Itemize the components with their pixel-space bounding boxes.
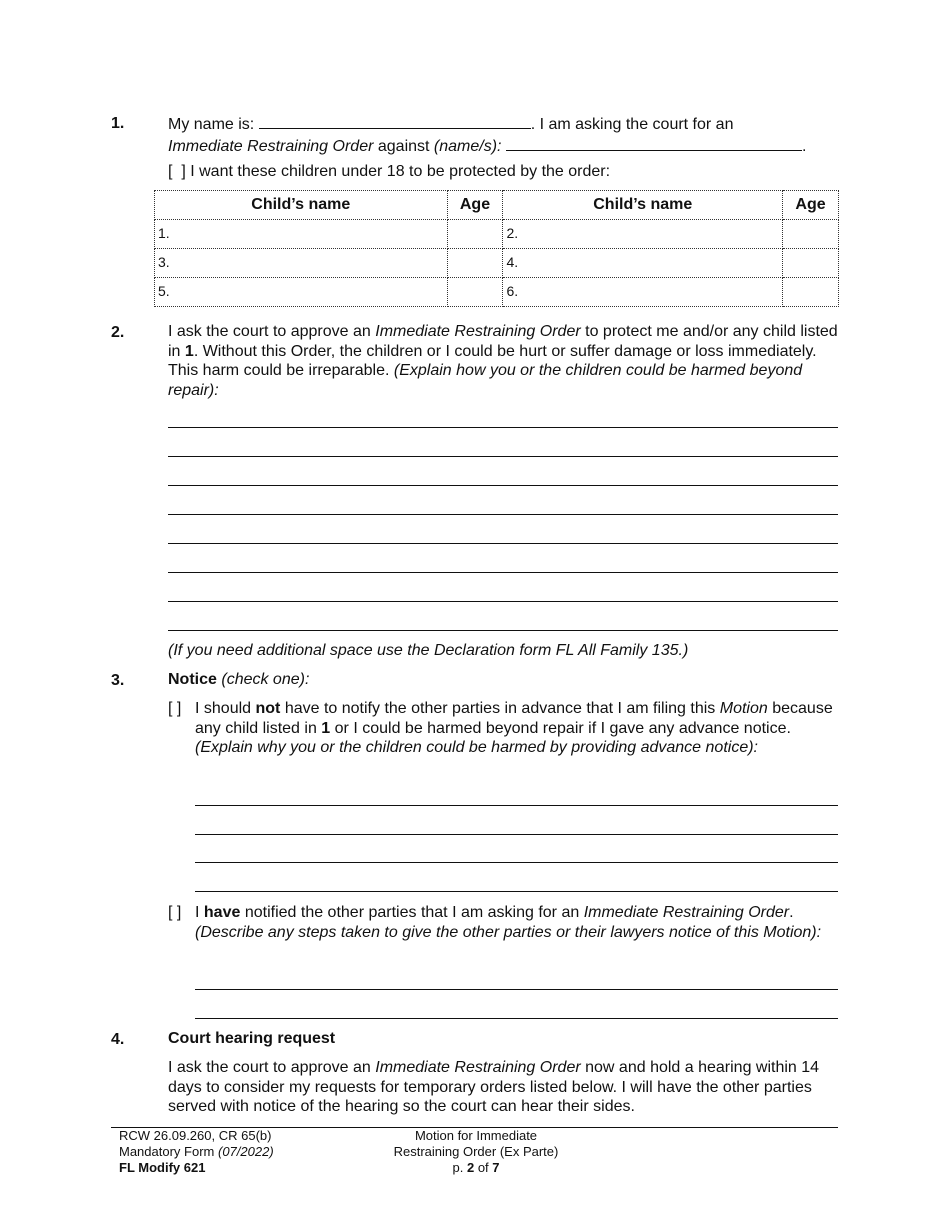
s4-order-name: Immediate Restraining Order bbox=[375, 1059, 581, 1076]
table-row bbox=[155, 220, 839, 249]
s2-text-2: to protect me and/or any child listed in bbox=[168, 323, 838, 360]
opt1-bold: not bbox=[255, 700, 281, 717]
footer-date: (07/2022) bbox=[218, 1144, 274, 1159]
names-hint: (name/s): bbox=[433, 137, 502, 155]
children-checkbox[interactable]: [ ] bbox=[168, 163, 186, 180]
s2-answer-line[interactable] bbox=[168, 601, 838, 602]
age-cell[interactable] bbox=[447, 278, 503, 307]
notice-option-1-text bbox=[195, 699, 845, 758]
section-1-number: 1. bbox=[111, 115, 125, 132]
footer-title-2: Restraining Order (Ex Parte) bbox=[393, 1144, 559, 1159]
notice-option-1-checkbox[interactable]: [ ] bbox=[168, 700, 182, 717]
children-text: I want these children under 18 to be protected by the order: bbox=[190, 163, 611, 180]
section-2-text bbox=[168, 322, 848, 400]
child-name-cell[interactable]: 5. bbox=[155, 278, 448, 307]
s2-answer-line[interactable] bbox=[168, 427, 838, 428]
age-cell[interactable] bbox=[783, 278, 839, 307]
page-total: 7 bbox=[492, 1160, 500, 1175]
additional-space-text: (If you need additional space use the Declaration form FL All Family 135.) bbox=[168, 642, 689, 659]
opt2-bold: have bbox=[203, 904, 241, 921]
notice-option-2-text bbox=[195, 903, 845, 942]
opt1-text-1: I should bbox=[195, 700, 252, 717]
page-number: 2 bbox=[466, 1160, 475, 1175]
end-period: . bbox=[801, 137, 807, 155]
against-text: against bbox=[377, 137, 430, 155]
s4-text-1: I ask the court to approve an bbox=[168, 1059, 371, 1076]
section-3-number: 3. bbox=[111, 672, 125, 689]
opt1-text-2: have to notify the other parties in advance that I am filing this bbox=[284, 700, 716, 717]
section-2-number: 2. bbox=[111, 324, 125, 341]
child-name-cell[interactable]: 4. bbox=[503, 249, 783, 278]
s2-ref: 1 bbox=[184, 342, 194, 360]
opt1-motion: Motion bbox=[719, 700, 768, 717]
hearing-title: Court hearing request bbox=[168, 1030, 336, 1047]
s2-text-3: . Without this Order, the children or I could be hurt or suffer damage or loss immediately. This harm could be irreparable. bbox=[168, 342, 817, 380]
s2-answer-line[interactable] bbox=[168, 572, 838, 573]
header-child-name-1: Child’s name bbox=[155, 191, 448, 220]
child-name-cell[interactable]: 1. bbox=[155, 220, 448, 249]
children-checkbox-row bbox=[168, 162, 610, 182]
header-age-2: Age bbox=[783, 191, 839, 220]
opt2-answer-line[interactable] bbox=[195, 1018, 838, 1019]
age-cell[interactable] bbox=[447, 220, 503, 249]
age-cell[interactable] bbox=[447, 249, 503, 278]
footer-rcw: RCW 26.09.260, CR 65(b) bbox=[119, 1128, 272, 1143]
s2-answer-line[interactable] bbox=[168, 456, 838, 457]
opt1-answer-line[interactable] bbox=[195, 834, 838, 835]
order-name: Immediate Restraining Order bbox=[168, 137, 374, 155]
footer-left bbox=[119, 1128, 274, 1176]
notice-option-2-checkbox[interactable]: [ ] bbox=[168, 904, 182, 921]
name-field[interactable] bbox=[259, 113, 531, 129]
opt1-answer-line[interactable] bbox=[195, 805, 838, 806]
hearing-text bbox=[168, 1058, 836, 1117]
age-cell[interactable] bbox=[783, 220, 839, 249]
opt2-instruction: (Describe any steps taken to give the other parties or their lawyers notice of this Motion): bbox=[195, 923, 822, 941]
s4-text-2: now and hold a hearing within 14 days to consider my requests for temporary orders listed below. I will have the other parties served with notice of the hearing so the court can hear their sides. bbox=[168, 1059, 820, 1116]
child-name-cell[interactable]: 6. bbox=[503, 278, 783, 307]
age-cell[interactable] bbox=[783, 249, 839, 278]
restrained-names-field[interactable] bbox=[506, 135, 802, 151]
opt1-text-3: because any child listed in bbox=[195, 700, 833, 737]
page-of: of bbox=[477, 1160, 489, 1175]
s2-answer-line[interactable] bbox=[168, 543, 838, 544]
child-name-cell[interactable]: 2. bbox=[503, 220, 783, 249]
opt2-order-name: Immediate Restraining Order bbox=[583, 904, 790, 921]
header-age-1: Age bbox=[447, 191, 503, 220]
opt1-answer-line[interactable] bbox=[195, 891, 838, 892]
s2-answer-line[interactable] bbox=[168, 630, 838, 631]
child-name-cell[interactable]: 3. bbox=[155, 249, 448, 278]
footer-form-id: FL Modify 621 bbox=[119, 1160, 206, 1175]
notice-heading bbox=[168, 670, 309, 690]
name-label: My name is: bbox=[168, 116, 255, 133]
section-1-text bbox=[168, 113, 843, 156]
table-row bbox=[155, 278, 839, 307]
footer-center bbox=[376, 1128, 576, 1176]
s2-answer-line[interactable] bbox=[168, 485, 838, 486]
hearing-heading bbox=[168, 1029, 335, 1049]
page-prefix: p. bbox=[452, 1160, 464, 1175]
footer-mandatory bbox=[119, 1144, 274, 1160]
opt1-instruction: (Explain why you or the children could be harmed by providing advance notice): bbox=[195, 739, 758, 757]
additional-space-note bbox=[168, 641, 688, 661]
opt1-answer-line[interactable] bbox=[195, 862, 838, 863]
s2-text-1: I ask the court to approve an bbox=[168, 323, 371, 340]
notice-hint: (check one): bbox=[221, 671, 310, 688]
s2-answer-line[interactable] bbox=[168, 514, 838, 515]
header-child-name-2: Child’s name bbox=[503, 191, 783, 220]
footer-title-1: Motion for Immediate bbox=[414, 1128, 538, 1143]
opt1-text-4: or I could be harmed beyond repair if I gave any advance notice. bbox=[334, 719, 791, 737]
opt2-text-1: I bbox=[195, 904, 200, 921]
s2-instruction: (Explain how you or the children could be harmed beyond repair): bbox=[168, 362, 803, 399]
opt1-ref: 1 bbox=[321, 719, 331, 737]
s2-order-name: Immediate Restraining Order bbox=[375, 323, 581, 340]
footer-mandatory-label: Mandatory Form bbox=[119, 1144, 215, 1159]
opt2-text-3: . bbox=[789, 904, 794, 921]
section-4-number: 4. bbox=[111, 1031, 125, 1048]
table-header-row bbox=[155, 191, 839, 220]
footer-page bbox=[376, 1160, 576, 1176]
name-suffix: . I am asking the court for an bbox=[530, 116, 734, 133]
opt2-answer-line[interactable] bbox=[195, 989, 838, 990]
children-table bbox=[154, 190, 839, 307]
table-row bbox=[155, 249, 839, 278]
opt2-text-2: notified the other parties that I am asking for an bbox=[244, 904, 580, 921]
notice-title: Notice bbox=[168, 671, 217, 688]
